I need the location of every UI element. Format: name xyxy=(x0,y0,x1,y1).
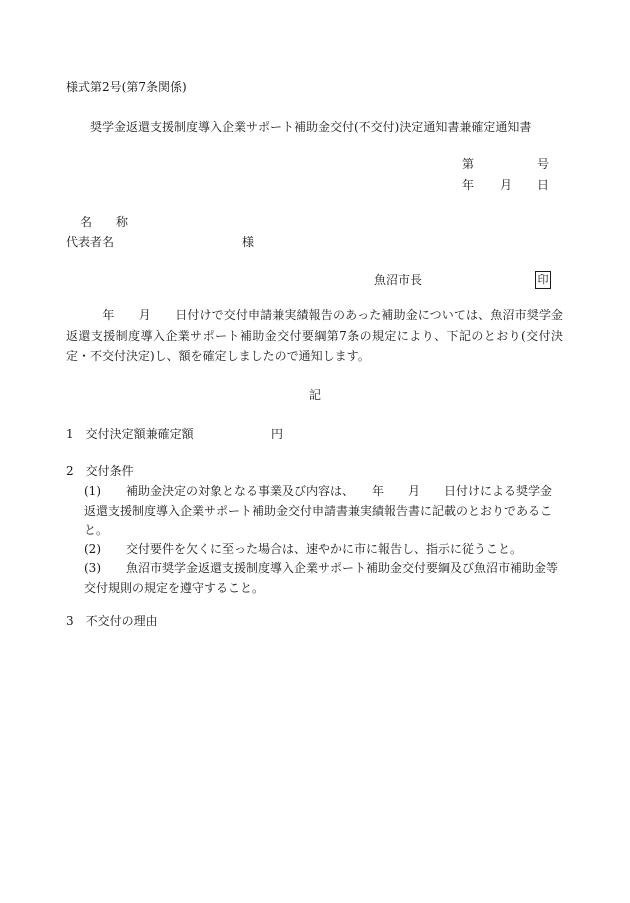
recipient-sama: 様 xyxy=(242,235,255,249)
condition-item-1 xyxy=(84,482,562,541)
date-day: 日 xyxy=(537,178,550,192)
ki-heading: 記 xyxy=(309,388,322,402)
date-year: 年 xyxy=(462,178,475,192)
date-month: 月 xyxy=(500,178,513,192)
condition-number: (1) xyxy=(84,484,101,498)
condition-number: (3) xyxy=(84,561,101,575)
body-paragraph: 年 月 日付けで交付申請兼実績報告のあった補助金については、魚沼市奨学金返還支援制度導入企業サポート補助金交付要綱第7条の規定により、下記のとおり(交付決定・不交付決定)し、額を確定しましたので通知します。 xyxy=(66,308,563,363)
doc-number-go: 号 xyxy=(537,157,550,171)
section1-label: 1 交付決定額兼確定額 xyxy=(66,427,194,441)
condition-text: 補助金決定の対象となる事業及び内容は、 年 月 日付けによる奨学金返還支援制度導入企業サポート補助金交付申請書兼実績報告書に記載のとおりであること。 xyxy=(84,484,553,537)
section1-yen: 円 xyxy=(271,427,284,441)
issuer-title: 魚沼市長 xyxy=(374,273,423,287)
condition-item-2 xyxy=(84,540,562,560)
form-number: 様式第2号(第7条関係) xyxy=(66,80,187,94)
section3-label: 3 不交付の理由 xyxy=(66,614,158,628)
doc-number-dai: 第 xyxy=(462,157,475,171)
document-title: 奨学金返還支援制度導入企業サポート補助金交付(不交付)決定通知書兼確定通知書 xyxy=(90,120,532,134)
recipient-name-label: 名 称 xyxy=(80,215,129,229)
condition-number: (2) xyxy=(84,542,101,556)
seal-stamp: 印 xyxy=(535,271,551,289)
condition-text: 魚沼市奨学金返還支援制度導入企業サポート補助金交付要綱及び魚沼市補助金等交付規則の規定を遵守すること。 xyxy=(84,561,559,595)
condition-text: 交付要件を欠くに至った場合は、速やかに市に報告し、指示に従うこと。 xyxy=(126,542,523,556)
condition-item-3 xyxy=(84,559,562,598)
recipient-rep-label: 代表者名 xyxy=(66,235,115,249)
section2-label: 2 交付条件 xyxy=(66,464,134,478)
